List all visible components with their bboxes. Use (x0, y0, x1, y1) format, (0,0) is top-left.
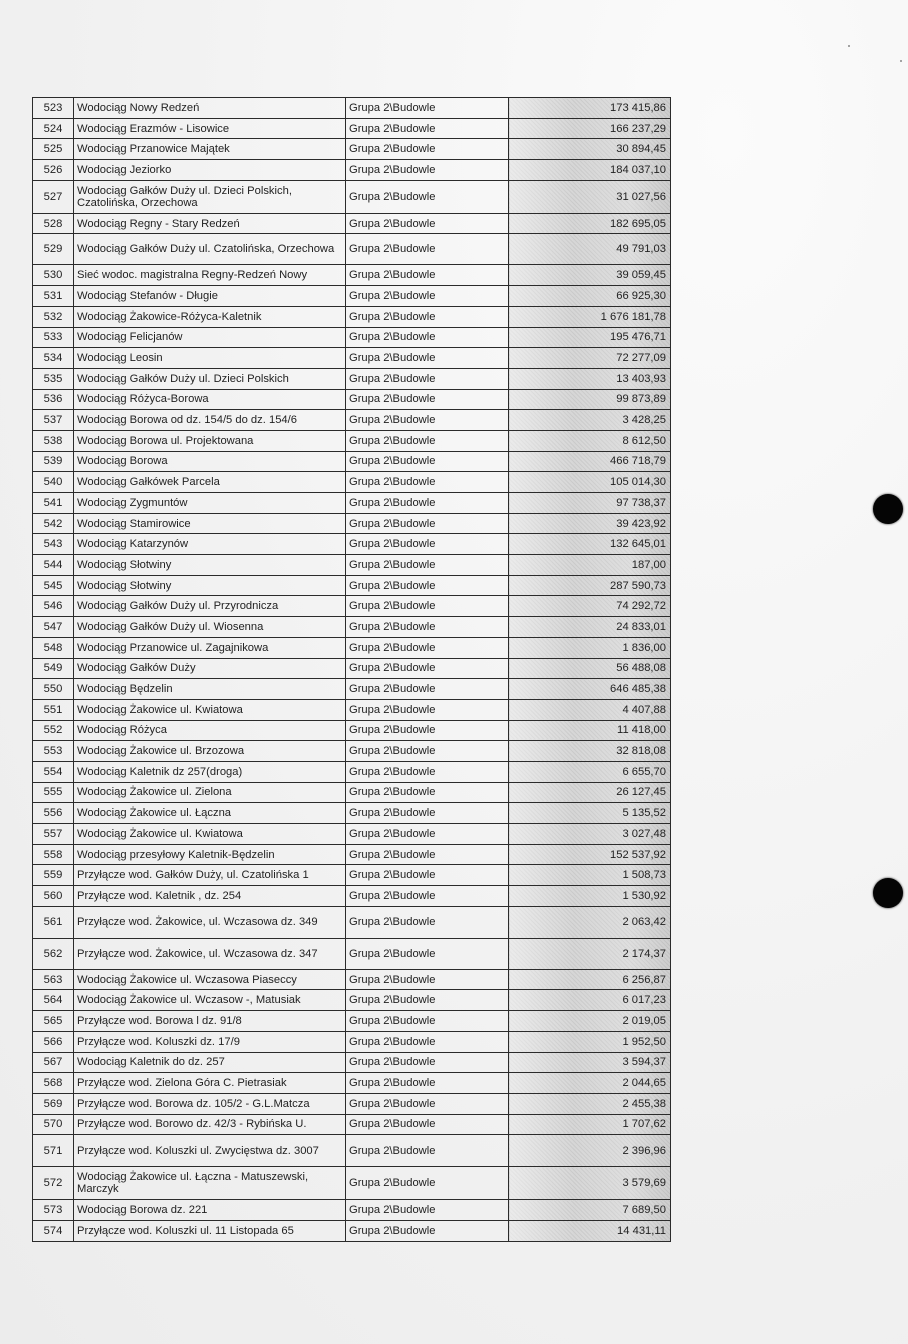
asset-name: Przyłącze wod. Żakowice, ul. Wczasowa dz. 349 (74, 906, 346, 938)
table-row (33, 658, 671, 679)
row-number: 544 (33, 555, 74, 576)
asset-name: Wodociąg Słotwiny (74, 555, 346, 576)
asset-name: Przyłącze wod. Koluszki ul. 11 Listopada 65 (74, 1220, 346, 1241)
asset-value: 66 925,30 (509, 286, 671, 307)
asset-name: Wodociąg Kaletnik dz 257(droga) (74, 761, 346, 782)
row-number: 533 (33, 327, 74, 348)
asset-group: Grupa 2\Budowle (346, 699, 509, 720)
asset-group: Grupa 2\Budowle (346, 803, 509, 824)
table-row (33, 720, 671, 741)
row-number: 559 (33, 865, 74, 886)
row-number: 532 (33, 306, 74, 327)
asset-table (32, 97, 671, 1242)
asset-group: Grupa 2\Budowle (346, 938, 509, 969)
asset-name: Przyłącze wod. Borowa dz. 105/2 - G.L.Matcza (74, 1093, 346, 1114)
row-number: 546 (33, 596, 74, 617)
asset-name: Wodociąg Żakowice ul. Kwiatowa (74, 824, 346, 845)
asset-value: 3 027,48 (509, 824, 671, 845)
table-row (33, 430, 671, 451)
row-number: 535 (33, 368, 74, 389)
asset-value: 14 431,11 (509, 1220, 671, 1241)
row-number: 539 (33, 451, 74, 472)
table-row (33, 368, 671, 389)
punch-hole-top (873, 494, 903, 524)
row-number: 567 (33, 1052, 74, 1073)
asset-name: Wodociąg Żakowice ul. Łączna (74, 803, 346, 824)
asset-group: Grupa 2\Budowle (346, 265, 509, 286)
row-number: 529 (33, 234, 74, 265)
table-row (33, 1093, 671, 1114)
asset-group: Grupa 2\Budowle (346, 1031, 509, 1052)
asset-group: Grupa 2\Budowle (346, 430, 509, 451)
asset-group: Grupa 2\Budowle (346, 575, 509, 596)
table-row (33, 844, 671, 865)
table-row (33, 865, 671, 886)
asset-name: Wodociąg Leosin (74, 348, 346, 369)
row-number: 547 (33, 617, 74, 638)
asset-name: Przyłącze wod. Borowa l dz. 91/8 (74, 1011, 346, 1032)
asset-group: Grupa 2\Budowle (346, 637, 509, 658)
row-number: 566 (33, 1031, 74, 1052)
asset-group: Grupa 2\Budowle (346, 1093, 509, 1114)
asset-name: Wodociąg Borowa ul. Projektowana (74, 430, 346, 451)
asset-value: 13 403,93 (509, 368, 671, 389)
asset-name: Sieć wodoc. magistralna Regny-Redzeń Nowy (74, 265, 346, 286)
table-row (33, 160, 671, 181)
asset-group: Grupa 2\Budowle (346, 720, 509, 741)
row-number: 543 (33, 534, 74, 555)
asset-name: Wodociąg Borowa dz. 221 (74, 1200, 346, 1221)
asset-name: Wodociąg Stefanów - Długie (74, 286, 346, 307)
asset-value: 39 423,92 (509, 513, 671, 534)
asset-name: Wodociąg Żakowice ul. Brzozowa (74, 741, 346, 762)
asset-name: Wodociąg Borowa (74, 451, 346, 472)
row-number: 565 (33, 1011, 74, 1032)
asset-name: Przyłącze wod. Borowo dz. 42/3 - Rybińska U. (74, 1114, 346, 1135)
asset-value: 4 407,88 (509, 699, 671, 720)
table-row (33, 555, 671, 576)
asset-name: Przyłącze wod. Kaletnik , dz. 254 (74, 886, 346, 907)
asset-group: Grupa 2\Budowle (346, 1167, 509, 1200)
scan-speck (848, 45, 850, 47)
row-number: 551 (33, 699, 74, 720)
row-number: 526 (33, 160, 74, 181)
table-row (33, 938, 671, 969)
asset-name: Wodociąg Borowa od dz. 154/5 do dz. 154/6 (74, 410, 346, 431)
asset-value: 187,00 (509, 555, 671, 576)
asset-name: Wodociąg Erazmów - Lisowice (74, 118, 346, 139)
row-number: 524 (33, 118, 74, 139)
asset-name: Wodociąg Gałkówek Parcela (74, 472, 346, 493)
asset-value: 56 488,08 (509, 658, 671, 679)
asset-group: Grupa 2\Budowle (346, 213, 509, 234)
row-number: 570 (33, 1114, 74, 1135)
table-row (33, 389, 671, 410)
row-number: 550 (33, 679, 74, 700)
asset-name: Wodociąg Słotwiny (74, 575, 346, 596)
row-number: 569 (33, 1093, 74, 1114)
asset-value: 1 952,50 (509, 1031, 671, 1052)
asset-group: Grupa 2\Budowle (346, 98, 509, 119)
asset-value: 8 612,50 (509, 430, 671, 451)
table-row (33, 139, 671, 160)
asset-name: Wodociąg Przanowice Majątek (74, 139, 346, 160)
asset-group: Grupa 2\Budowle (346, 886, 509, 907)
asset-value: 26 127,45 (509, 782, 671, 803)
asset-group: Grupa 2\Budowle (346, 493, 509, 514)
table-row (33, 617, 671, 638)
asset-name: Wodociąg Żakowice ul. Zielona (74, 782, 346, 803)
row-number: 537 (33, 410, 74, 431)
table-row (33, 265, 671, 286)
asset-value: 31 027,56 (509, 180, 671, 213)
asset-value: 2 455,38 (509, 1093, 671, 1114)
asset-group: Grupa 2\Budowle (346, 118, 509, 139)
row-number: 571 (33, 1135, 74, 1167)
row-number: 553 (33, 741, 74, 762)
asset-name: Wodociąg Różyca (74, 720, 346, 741)
asset-value: 173 415,86 (509, 98, 671, 119)
table-row (33, 886, 671, 907)
asset-name: Wodociąg Żakowice-Różyca-Kaletnik (74, 306, 346, 327)
asset-value: 166 237,29 (509, 118, 671, 139)
asset-name: Wodociąg Gałków Duży ul. Dzieci Polskich, Czatolińska, Orzechowa (74, 180, 346, 213)
asset-group: Grupa 2\Budowle (346, 306, 509, 327)
asset-name: Wodociąg Żakowice ul. Kwiatowa (74, 699, 346, 720)
asset-value: 184 037,10 (509, 160, 671, 181)
asset-group: Grupa 2\Budowle (346, 513, 509, 534)
row-number: 525 (33, 139, 74, 160)
table-row (33, 493, 671, 514)
table-row (33, 1114, 671, 1135)
table-row (33, 803, 671, 824)
row-number: 572 (33, 1167, 74, 1200)
punch-hole-bottom (873, 878, 903, 908)
row-number: 548 (33, 637, 74, 658)
asset-group: Grupa 2\Budowle (346, 472, 509, 493)
asset-group: Grupa 2\Budowle (346, 368, 509, 389)
table-row (33, 348, 671, 369)
asset-group: Grupa 2\Budowle (346, 534, 509, 555)
row-number: 540 (33, 472, 74, 493)
asset-group: Grupa 2\Budowle (346, 1011, 509, 1032)
asset-value: 2 019,05 (509, 1011, 671, 1032)
row-number: 555 (33, 782, 74, 803)
asset-name: Wodociąg Katarzynów (74, 534, 346, 555)
table-row (33, 1200, 671, 1221)
scan-speck (900, 60, 902, 62)
asset-group: Grupa 2\Budowle (346, 969, 509, 990)
asset-name: Wodociąg Gałków Duży ul. Czatolińska, Orzechowa (74, 234, 346, 265)
asset-name: Wodociąg Przanowice ul. Zagajnikowa (74, 637, 346, 658)
asset-table-page (32, 97, 671, 1242)
asset-name: Wodociąg Będzelin (74, 679, 346, 700)
row-number: 552 (33, 720, 74, 741)
asset-group: Grupa 2\Budowle (346, 865, 509, 886)
asset-group: Grupa 2\Budowle (346, 389, 509, 410)
asset-value: 1 676 181,78 (509, 306, 671, 327)
asset-value: 1 508,73 (509, 865, 671, 886)
asset-name: Wodociąg Żakowice ul. Łączna - Matuszewski, Marczyk (74, 1167, 346, 1200)
table-row (33, 1031, 671, 1052)
table-row (33, 575, 671, 596)
asset-name: Wodociąg Kaletnik do dz. 257 (74, 1052, 346, 1073)
asset-group: Grupa 2\Budowle (346, 782, 509, 803)
row-number: 541 (33, 493, 74, 514)
table-row (33, 234, 671, 265)
table-row (33, 98, 671, 119)
asset-value: 74 292,72 (509, 596, 671, 617)
table-row (33, 782, 671, 803)
asset-value: 105 014,30 (509, 472, 671, 493)
table-row (33, 1011, 671, 1032)
asset-name: Przyłącze wod. Koluszki ul. Zwycięstwa dz. 3007 (74, 1135, 346, 1167)
asset-value: 6 256,87 (509, 969, 671, 990)
asset-value: 1 707,62 (509, 1114, 671, 1135)
row-number: 574 (33, 1220, 74, 1241)
asset-group: Grupa 2\Budowle (346, 1135, 509, 1167)
row-number: 563 (33, 969, 74, 990)
row-number: 554 (33, 761, 74, 782)
asset-value: 11 418,00 (509, 720, 671, 741)
row-number: 557 (33, 824, 74, 845)
asset-value: 6 655,70 (509, 761, 671, 782)
asset-value: 30 894,45 (509, 139, 671, 160)
asset-group: Grupa 2\Budowle (346, 160, 509, 181)
asset-value: 72 277,09 (509, 348, 671, 369)
row-number: 534 (33, 348, 74, 369)
row-number: 568 (33, 1073, 74, 1094)
table-row (33, 472, 671, 493)
table-row (33, 596, 671, 617)
asset-name: Wodociąg Jeziorko (74, 160, 346, 181)
asset-name: Przyłącze wod. Koluszki dz. 17/9 (74, 1031, 346, 1052)
row-number: 549 (33, 658, 74, 679)
row-number: 564 (33, 990, 74, 1011)
table-row (33, 906, 671, 938)
table-row (33, 1073, 671, 1094)
row-number: 536 (33, 389, 74, 410)
asset-group: Grupa 2\Budowle (346, 1114, 509, 1135)
table-row (33, 699, 671, 720)
asset-name: Przyłącze wod. Żakowice, ul. Wczasowa dz. 347 (74, 938, 346, 969)
asset-group: Grupa 2\Budowle (346, 348, 509, 369)
asset-value: 97 738,37 (509, 493, 671, 514)
asset-group: Grupa 2\Budowle (346, 658, 509, 679)
asset-value: 49 791,03 (509, 234, 671, 265)
row-number: 561 (33, 906, 74, 938)
row-number: 573 (33, 1200, 74, 1221)
table-row (33, 679, 671, 700)
asset-value: 99 873,89 (509, 389, 671, 410)
asset-group: Grupa 2\Budowle (346, 990, 509, 1011)
asset-group: Grupa 2\Budowle (346, 139, 509, 160)
asset-name: Wodociąg Żakowice ul. Wczasowa Piaseccy (74, 969, 346, 990)
asset-group: Grupa 2\Budowle (346, 617, 509, 638)
table-row (33, 213, 671, 234)
asset-group: Grupa 2\Budowle (346, 824, 509, 845)
asset-group: Grupa 2\Budowle (346, 1200, 509, 1221)
row-number: 562 (33, 938, 74, 969)
table-row (33, 451, 671, 472)
asset-value: 152 537,92 (509, 844, 671, 865)
asset-value: 182 695,05 (509, 213, 671, 234)
table-row (33, 1167, 671, 1200)
row-number: 545 (33, 575, 74, 596)
asset-value: 195 476,71 (509, 327, 671, 348)
asset-group: Grupa 2\Budowle (346, 327, 509, 348)
row-number: 531 (33, 286, 74, 307)
row-number: 530 (33, 265, 74, 286)
asset-group: Grupa 2\Budowle (346, 1220, 509, 1241)
asset-group: Grupa 2\Budowle (346, 596, 509, 617)
row-number: 527 (33, 180, 74, 213)
asset-name: Wodociąg Felicjanów (74, 327, 346, 348)
asset-value: 3 594,37 (509, 1052, 671, 1073)
asset-name: Wodociąg Stamirowice (74, 513, 346, 534)
asset-name: Wodociąg Gałków Duży ul. Dzieci Polskich (74, 368, 346, 389)
asset-group: Grupa 2\Budowle (346, 761, 509, 782)
table-row (33, 1052, 671, 1073)
asset-name: Wodociąg Gałków Duży (74, 658, 346, 679)
asset-group: Grupa 2\Budowle (346, 286, 509, 307)
asset-value: 132 645,01 (509, 534, 671, 555)
asset-value: 2 063,42 (509, 906, 671, 938)
table-row (33, 180, 671, 213)
asset-value: 1 530,92 (509, 886, 671, 907)
asset-group: Grupa 2\Budowle (346, 234, 509, 265)
asset-name: Wodociąg Żakowice ul. Wczasow -, Matusiak (74, 990, 346, 1011)
asset-value: 287 590,73 (509, 575, 671, 596)
asset-name: Przyłącze wod. Gałków Duży, ul. Czatolińska 1 (74, 865, 346, 886)
asset-table-body (33, 98, 671, 1242)
asset-value: 466 718,79 (509, 451, 671, 472)
row-number: 523 (33, 98, 74, 119)
asset-value: 646 485,38 (509, 679, 671, 700)
row-number: 556 (33, 803, 74, 824)
asset-value: 1 836,00 (509, 637, 671, 658)
asset-name: Wodociąg Nowy Redzeń (74, 98, 346, 119)
asset-group: Grupa 2\Budowle (346, 1052, 509, 1073)
asset-group: Grupa 2\Budowle (346, 844, 509, 865)
table-row (33, 969, 671, 990)
asset-name: Wodociąg Regny - Stary Redzeń (74, 213, 346, 234)
table-row (33, 286, 671, 307)
asset-value: 3 428,25 (509, 410, 671, 431)
table-row (33, 534, 671, 555)
table-row (33, 513, 671, 534)
table-row (33, 1220, 671, 1241)
row-number: 528 (33, 213, 74, 234)
table-row (33, 990, 671, 1011)
table-row (33, 306, 671, 327)
asset-group: Grupa 2\Budowle (346, 906, 509, 938)
asset-value: 3 579,69 (509, 1167, 671, 1200)
asset-value: 2 174,37 (509, 938, 671, 969)
asset-name: Wodociąg Gałków Duży ul. Wiosenna (74, 617, 346, 638)
table-row (33, 637, 671, 658)
row-number: 542 (33, 513, 74, 534)
asset-group: Grupa 2\Budowle (346, 555, 509, 576)
asset-group: Grupa 2\Budowle (346, 451, 509, 472)
asset-name: Wodociąg Różyca-Borowa (74, 389, 346, 410)
asset-name: Wodociąg Zygmuntów (74, 493, 346, 514)
table-row (33, 741, 671, 762)
asset-group: Grupa 2\Budowle (346, 410, 509, 431)
asset-group: Grupa 2\Budowle (346, 679, 509, 700)
asset-value: 24 833,01 (509, 617, 671, 638)
row-number: 558 (33, 844, 74, 865)
table-row (33, 761, 671, 782)
row-number: 560 (33, 886, 74, 907)
asset-group: Grupa 2\Budowle (346, 180, 509, 213)
asset-name: Wodociąg przesyłowy Kaletnik-Będzelin (74, 844, 346, 865)
table-row (33, 327, 671, 348)
asset-value: 2 044,65 (509, 1073, 671, 1094)
table-row (33, 1135, 671, 1167)
asset-group: Grupa 2\Budowle (346, 1073, 509, 1094)
row-number: 538 (33, 430, 74, 451)
asset-name: Przyłącze wod. Zielona Góra C. Pietrasiak (74, 1073, 346, 1094)
asset-value: 32 818,08 (509, 741, 671, 762)
asset-group: Grupa 2\Budowle (346, 741, 509, 762)
table-row (33, 118, 671, 139)
table-row (33, 410, 671, 431)
asset-value: 39 059,45 (509, 265, 671, 286)
asset-value: 5 135,52 (509, 803, 671, 824)
asset-value: 7 689,50 (509, 1200, 671, 1221)
table-row (33, 824, 671, 845)
asset-value: 6 017,23 (509, 990, 671, 1011)
asset-value: 2 396,96 (509, 1135, 671, 1167)
asset-name: Wodociąg Gałków Duży ul. Przyrodnicza (74, 596, 346, 617)
